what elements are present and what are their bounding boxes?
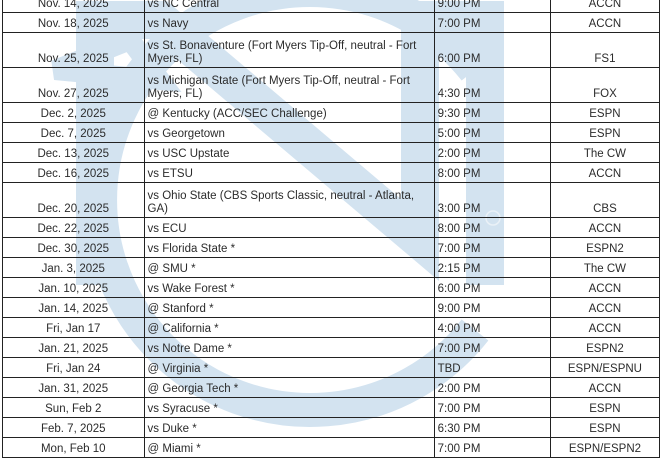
tv-network-cell: The CW — [550, 143, 659, 163]
time-cell: 9:00 PM — [434, 298, 550, 318]
table-row — [3, 398, 660, 418]
tv-network-cell: FS1 — [550, 33, 659, 68]
table-row — [3, 238, 660, 258]
time-cell: 9:00 PM — [434, 0, 550, 13]
tv-network-cell: ACCN — [550, 13, 659, 33]
tv-network-cell: ESPN — [550, 398, 659, 418]
date-cell: Jan. 3, 2025 — [3, 258, 145, 278]
opponent-cell: vs St. Bonaventure (Fort Myers Tip-Off, neutral - Fort Myers, FL) — [144, 33, 434, 68]
table-row — [3, 68, 660, 103]
tv-network-cell: ACCN — [550, 0, 659, 13]
date-cell: Nov. 27, 2025 — [3, 68, 145, 103]
table-row — [3, 358, 660, 378]
time-cell: 7:00 PM — [434, 398, 550, 418]
table-row — [3, 318, 660, 338]
table-row — [3, 298, 660, 318]
table-row — [3, 438, 660, 458]
date-cell: Dec. 22, 2025 — [3, 218, 145, 238]
date-cell: Jan. 10, 2025 — [3, 278, 145, 298]
table-row — [3, 338, 660, 358]
date-cell: Jan. 14, 2025 — [3, 298, 145, 318]
opponent-cell: vs Navy — [144, 13, 434, 33]
date-cell: Dec. 7, 2025 — [3, 123, 145, 143]
date-cell: Jan. 21, 2025 — [3, 338, 145, 358]
tv-network-cell: ESPN — [550, 418, 659, 438]
time-cell: 2:00 PM — [434, 378, 550, 398]
date-cell: Dec. 20, 2025 — [3, 183, 145, 218]
tv-network-cell: ESPN — [550, 123, 659, 143]
opponent-cell: @ Virginia * — [144, 358, 434, 378]
date-cell: Mon, Feb 10 — [3, 438, 145, 458]
time-cell: 7:00 PM — [434, 13, 550, 33]
tv-network-cell: ACCN — [550, 218, 659, 238]
tv-network-cell: ACCN — [550, 298, 659, 318]
tv-network-cell: ACCN — [550, 318, 659, 338]
opponent-cell: vs ETSU — [144, 163, 434, 183]
table-row — [3, 123, 660, 143]
opponent-cell: vs ECU — [144, 218, 434, 238]
time-cell: 4:00 PM — [434, 318, 550, 338]
opponent-cell: @ California * — [144, 318, 434, 338]
table-row — [3, 378, 660, 398]
tv-network-cell: ESPN2 — [550, 238, 659, 258]
tv-network-cell: ACCN — [550, 163, 659, 183]
time-cell: 2:00 PM — [434, 143, 550, 163]
date-cell: Dec. 16, 2025 — [3, 163, 145, 183]
date-cell: Dec. 2, 2025 — [3, 103, 145, 123]
table-row — [3, 258, 660, 278]
opponent-cell: vs NC Central — [144, 0, 434, 13]
tv-network-cell: ACCN — [550, 278, 659, 298]
time-cell: 6:00 PM — [434, 278, 550, 298]
tv-network-cell: ESPN — [550, 103, 659, 123]
date-cell: Dec. 30, 2025 — [3, 238, 145, 258]
tv-network-cell: CBS — [550, 183, 659, 218]
tv-network-cell: The CW — [550, 258, 659, 278]
opponent-cell: vs Wake Forest * — [144, 278, 434, 298]
opponent-cell: @ Georgia Tech * — [144, 378, 434, 398]
time-cell: 6:00 PM — [434, 33, 550, 68]
opponent-cell: @ SMU * — [144, 258, 434, 278]
time-cell: 4:30 PM — [434, 68, 550, 103]
opponent-cell: @ Stanford * — [144, 298, 434, 318]
table-row — [3, 183, 660, 218]
opponent-cell: vs Duke * — [144, 418, 434, 438]
time-cell: 5:00 PM — [434, 123, 550, 143]
table-row — [3, 418, 660, 438]
time-cell: 7:00 PM — [434, 338, 550, 358]
opponent-cell: vs Notre Dame * — [144, 338, 434, 358]
table-row — [3, 218, 660, 238]
table-row — [3, 278, 660, 298]
opponent-cell: vs Michigan State (Fort Myers Tip-Off, neutral - Fort Myers, FL) — [144, 68, 434, 103]
tv-network-cell: ESPN/ESPNU — [550, 358, 659, 378]
opponent-cell: @ Kentucky (ACC/SEC Challenge) — [144, 103, 434, 123]
tv-network-cell: ACCN — [550, 378, 659, 398]
schedule-table — [2, 0, 660, 458]
table-row — [3, 33, 660, 68]
date-cell: Sun, Feb 2 — [3, 398, 145, 418]
table-row — [3, 143, 660, 163]
time-cell: 7:00 PM — [434, 238, 550, 258]
opponent-cell: vs Georgetown — [144, 123, 434, 143]
schedule-body — [3, 0, 660, 458]
date-cell: Feb. 7, 2025 — [3, 418, 145, 438]
table-row — [3, 163, 660, 183]
date-cell: Nov. 14, 2025 — [3, 0, 145, 13]
opponent-cell: vs USC Upstate — [144, 143, 434, 163]
time-cell: TBD — [434, 358, 550, 378]
opponent-cell: vs Syracuse * — [144, 398, 434, 418]
time-cell: 7:00 PM — [434, 438, 550, 458]
date-cell: Dec. 13, 2025 — [3, 143, 145, 163]
date-cell: Nov. 18, 2025 — [3, 13, 145, 33]
tv-network-cell: ESPN/ESPN2 — [550, 438, 659, 458]
date-cell: Fri, Jan 17 — [3, 318, 145, 338]
tv-network-cell: ESPN2 — [550, 338, 659, 358]
time-cell: 6:30 PM — [434, 418, 550, 438]
time-cell: 8:00 PM — [434, 218, 550, 238]
opponent-cell: vs Ohio State (CBS Sports Classic, neutral - Atlanta, GA) — [144, 183, 434, 218]
table-row — [3, 103, 660, 123]
time-cell: 2:15 PM — [434, 258, 550, 278]
time-cell: 3:00 PM — [434, 183, 550, 218]
time-cell: 9:30 PM — [434, 103, 550, 123]
tv-network-cell: FOX — [550, 68, 659, 103]
date-cell: Nov. 25, 2025 — [3, 33, 145, 68]
opponent-cell: vs Florida State * — [144, 238, 434, 258]
date-cell: Fri, Jan 24 — [3, 358, 145, 378]
opponent-cell: @ Miami * — [144, 438, 434, 458]
table-row — [3, 13, 660, 33]
time-cell: 8:00 PM — [434, 163, 550, 183]
date-cell: Jan. 31, 2025 — [3, 378, 145, 398]
table-row — [3, 0, 660, 13]
